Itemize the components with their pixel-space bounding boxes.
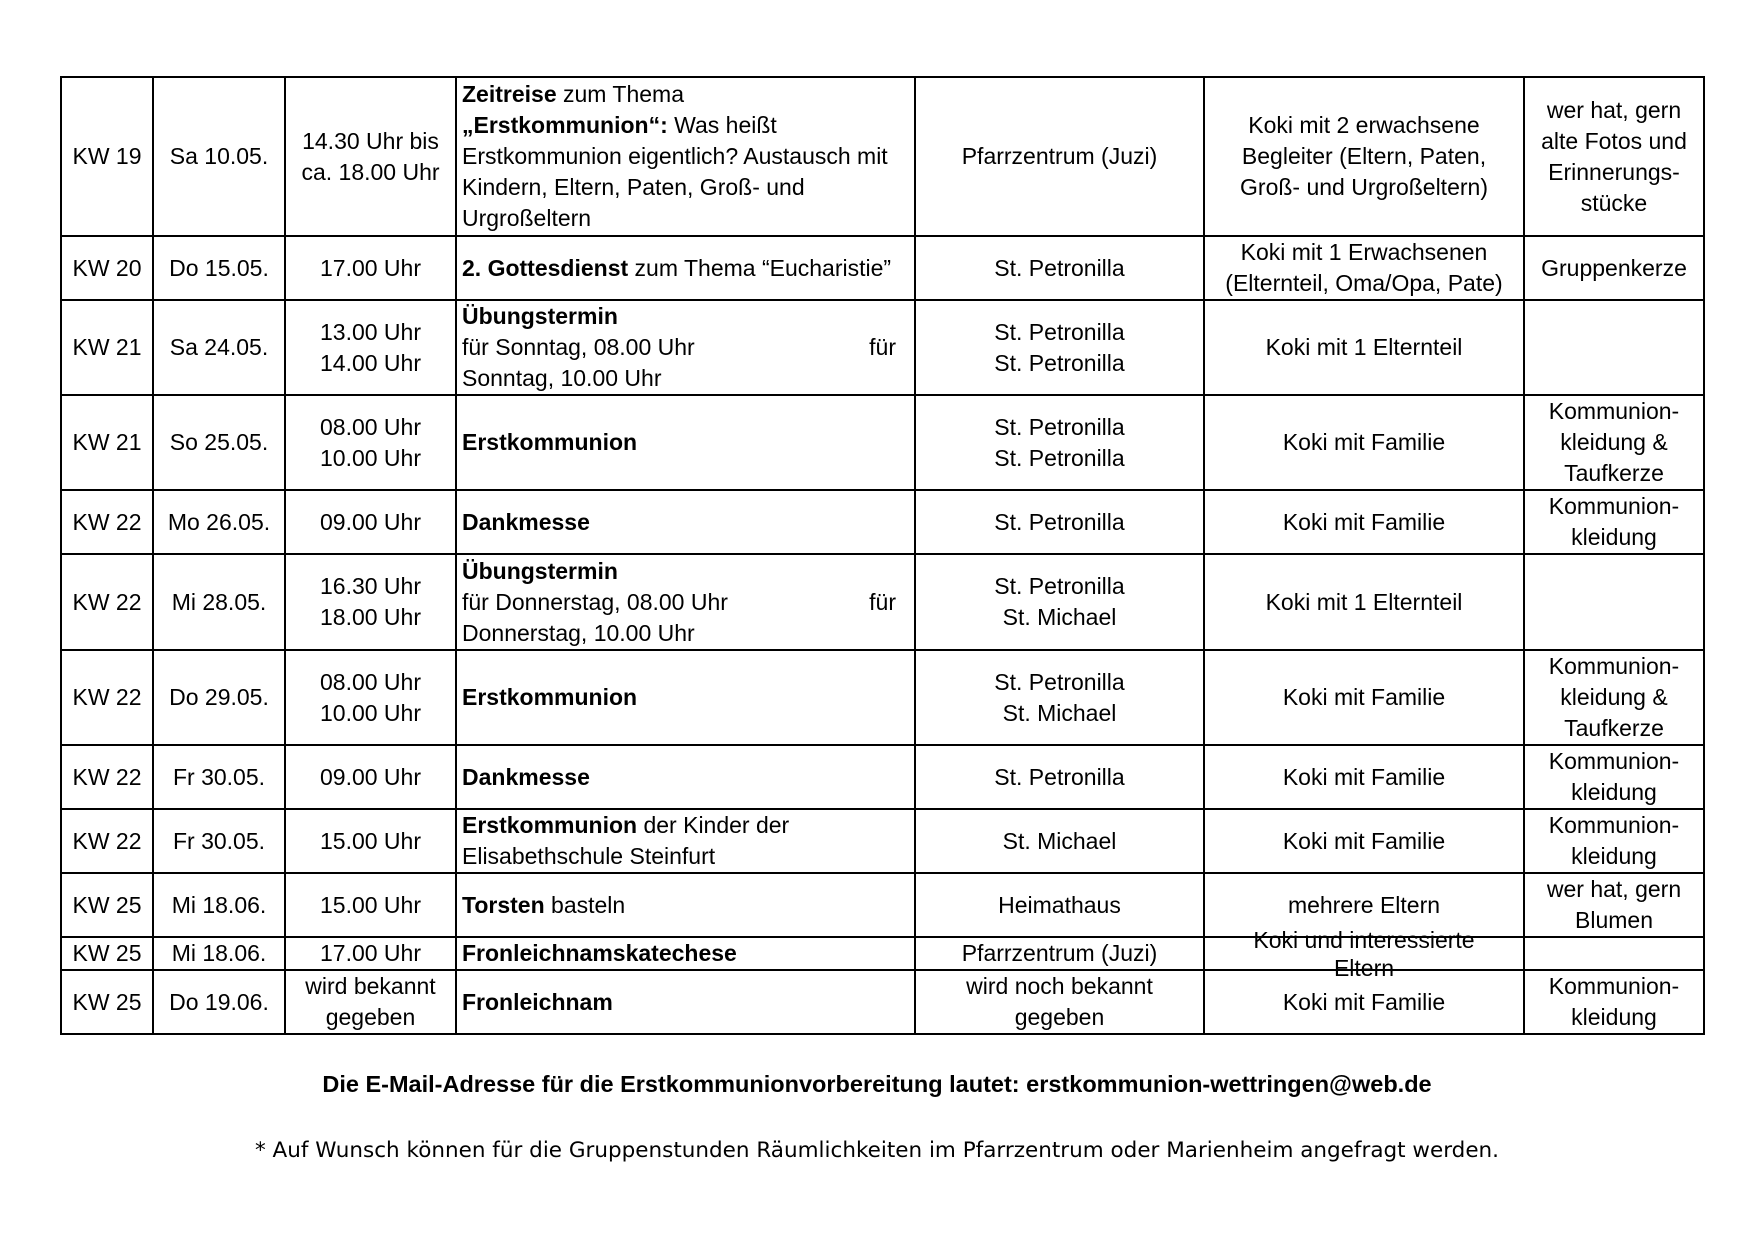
cell-line: Koki mit 1 Elternteil <box>1265 334 1463 360</box>
cell-line: 18.00 Uhr <box>319 604 421 630</box>
cell-line: Heimathaus <box>998 891 1121 918</box>
participants-cell <box>1204 77 1524 236</box>
place-cell <box>915 236 1204 300</box>
date-cell: Sa 24.05. <box>153 300 285 395</box>
cell-line: Koki mit 1 Erwachsenen <box>1240 239 1488 265</box>
bring-cell <box>1524 236 1704 300</box>
participants-cell <box>1204 809 1524 873</box>
schedule-table <box>60 76 1705 1035</box>
time-cell <box>285 745 456 809</box>
bring-cell <box>1524 745 1704 809</box>
cell-line: wird noch bekannt <box>966 973 1153 999</box>
cell-line: wer hat, gern <box>1546 876 1682 902</box>
date-cell: Sa 10.05. <box>153 77 285 236</box>
footnote: * Auf Wunsch können für die Gruppenstunden Räumlichkeiten im Pfarrzentrum oder Marienheim angefragt werden. <box>254 1138 1500 1163</box>
cell-line: St. Petronilla <box>994 763 1125 790</box>
cell-line: alte Fotos und <box>1541 127 1687 154</box>
participants-cell <box>1204 927 1524 981</box>
participants-cell <box>1204 554 1524 650</box>
week-cell: KW 25 <box>61 873 153 937</box>
time-cell <box>285 970 456 1034</box>
week-cell: KW 21 <box>61 300 153 395</box>
topic-cell <box>456 554 915 650</box>
cell-line: St. Michael <box>1002 827 1117 854</box>
cell-line: Koki mit Familie <box>1282 429 1446 455</box>
participants-cell <box>1204 650 1524 745</box>
place-cell <box>915 77 1204 236</box>
bring-cell <box>1524 300 1704 395</box>
topic-cell <box>456 745 915 809</box>
place-cell <box>915 554 1204 650</box>
cell-line: Kommunion- <box>1548 812 1680 838</box>
topic-title: 2. Gottesdienst <box>462 254 629 281</box>
topic-text: für <box>869 334 896 360</box>
cell-line: Kommunion- <box>1548 973 1680 999</box>
week-cell: KW 22 <box>61 554 153 650</box>
topic-title: Dankmesse <box>462 763 590 790</box>
place-cell <box>915 490 1204 554</box>
week-cell: KW 22 <box>61 490 153 554</box>
date-cell: Fr 30.05. <box>153 809 285 873</box>
cell-line: St. Petronilla <box>994 573 1125 599</box>
topic-text: der Kinder der Elisabethschule Steinfurt <box>462 812 790 869</box>
topic-title: Übungstermin <box>462 557 618 584</box>
cell-line: Koki mit Familie <box>1282 827 1446 854</box>
topic-text: für Sonntag, 08.00 Uhr <box>462 334 695 360</box>
place-cell <box>915 650 1204 745</box>
topic-title: „Erstkommunion“: <box>462 112 668 138</box>
topic-title: Fronleichnamskatechese <box>462 940 737 966</box>
table-row <box>61 745 1704 809</box>
table-row <box>61 937 1704 970</box>
bring-cell <box>1524 873 1704 937</box>
time-cell <box>285 77 456 236</box>
week-cell: KW 25 <box>61 970 153 1034</box>
place-cell <box>915 970 1204 1034</box>
table-row <box>61 395 1704 490</box>
cell-line: Pfarrzentrum (Juzi) <box>961 143 1158 169</box>
topic-cell <box>456 236 915 300</box>
cell-line: St. Michael <box>1002 604 1117 630</box>
date-cell: Do 19.06. <box>153 970 285 1034</box>
cell-line: Koki mit Familie <box>1282 684 1446 710</box>
bring-cell <box>1524 395 1704 490</box>
topic-text: Sonntag, 10.00 Uhr <box>462 365 662 391</box>
cell-line: 14.00 Uhr <box>319 349 421 376</box>
time-cell <box>285 809 456 873</box>
cell-line: wird bekannt <box>305 973 436 999</box>
topic-cell <box>456 809 915 873</box>
date-cell: Mi 18.06. <box>153 937 285 970</box>
cell-line: gegeben <box>325 1004 416 1030</box>
cell-line: St. Petronilla <box>994 508 1125 535</box>
topic-cell <box>456 300 915 395</box>
table-row <box>61 650 1704 745</box>
topic-title: Fronleichnam <box>462 988 613 1015</box>
time-cell <box>285 650 456 745</box>
cell-line: 09.00 Uhr <box>319 508 421 535</box>
cell-line: gegeben <box>1014 1004 1105 1030</box>
cell-line: kleidung & <box>1560 684 1668 710</box>
cell-line: 10.00 Uhr <box>319 699 421 726</box>
cell-line: kleidung <box>1571 843 1657 869</box>
table-row <box>61 77 1704 236</box>
topic-cell <box>456 490 915 554</box>
bring-cell <box>1524 809 1704 873</box>
topic-title: Übungstermin <box>462 303 618 329</box>
cell-line: 16.30 Uhr <box>319 573 421 599</box>
cell-line: 17.00 Uhr <box>319 254 421 281</box>
table-row <box>61 809 1704 873</box>
place-cell <box>915 395 1204 490</box>
cell-line: St. Petronilla <box>994 668 1125 695</box>
cell-line: Kommunion- <box>1548 748 1680 774</box>
participants-cell <box>1204 745 1524 809</box>
date-cell: Fr 30.05. <box>153 745 285 809</box>
topic-cell <box>456 873 915 937</box>
table-row <box>61 554 1704 650</box>
cell-line: Taufkerze <box>1564 460 1664 486</box>
topic-title: Torsten <box>462 891 545 918</box>
date-cell: Mi 28.05. <box>153 554 285 650</box>
bring-cell <box>1524 490 1704 554</box>
week-cell: KW 21 <box>61 395 153 490</box>
week-cell: KW 25 <box>61 937 153 970</box>
topic-text: basteln <box>544 891 626 918</box>
place-cell <box>915 873 1204 937</box>
time-cell <box>285 873 456 937</box>
bring-cell <box>1524 554 1704 650</box>
cell-line: mehrere Eltern <box>1287 891 1441 918</box>
cell-line: Koki und interessierte <box>1253 927 1475 953</box>
topic-cell <box>456 395 915 490</box>
week-cell: KW 20 <box>61 236 153 300</box>
cell-line: stücke <box>1580 189 1648 216</box>
place-cell <box>915 300 1204 395</box>
cell-line: St. Petronilla <box>994 444 1125 471</box>
topic-text: für <box>869 588 896 615</box>
bring-cell <box>1524 970 1704 1034</box>
topic-title: Erstkommunion <box>462 429 638 455</box>
cell-line: wer hat, gern <box>1546 96 1682 123</box>
cell-line: Koki mit Familie <box>1282 988 1446 1015</box>
date-cell: Mo 26.05. <box>153 490 285 554</box>
participants-cell <box>1204 395 1524 490</box>
cell-line: 17.00 Uhr <box>319 940 421 966</box>
participants-cell <box>1204 490 1524 554</box>
topic-text: zum Thema <box>556 81 685 107</box>
week-cell: KW 22 <box>61 650 153 745</box>
place-cell <box>915 809 1204 873</box>
clipped-text <box>1209 926 1519 981</box>
cell-line: Blumen <box>1575 907 1653 933</box>
time-cell <box>285 937 456 970</box>
topic-title: Zeitreise <box>462 81 557 107</box>
cell-line: ca. 18.00 Uhr <box>301 158 440 185</box>
topic-title: Dankmesse <box>462 508 590 535</box>
topic-cell <box>456 650 915 745</box>
cell-line: St. Petronilla <box>994 254 1125 281</box>
date-cell: Mi 18.06. <box>153 873 285 937</box>
cell-line: 08.00 Uhr <box>319 668 421 695</box>
topic-text: für Donnerstag, 08.00 Uhr <box>462 588 728 615</box>
cell-line: 15.00 Uhr <box>319 891 421 918</box>
cell-line: Kommunion- <box>1548 398 1680 424</box>
time-cell <box>285 236 456 300</box>
topic-text: zum Thema “Eucharistie” <box>628 254 892 281</box>
time-cell <box>285 395 456 490</box>
cell-line: Koki mit 2 erwachsene <box>1248 112 1480 138</box>
cell-line: Pfarrzentrum (Juzi) <box>961 940 1158 966</box>
cell-line: kleidung <box>1571 524 1657 550</box>
cell-line: Kommunion- <box>1548 493 1680 519</box>
topic-cell <box>456 970 915 1034</box>
table-row <box>61 236 1704 300</box>
topic-text: Was heißt Erstkommunion eigentlich? Austausch mit Kindern, Eltern, Paten, Groß- und Urgroßeltern <box>462 112 888 231</box>
time-cell <box>285 554 456 650</box>
cell-line: St. Petronilla <box>994 413 1125 440</box>
cell-line: Begleiter (Eltern, Paten, <box>1241 143 1487 169</box>
table-row <box>61 490 1704 554</box>
date-cell: Do 15.05. <box>153 236 285 300</box>
cell-line: 09.00 Uhr <box>319 763 421 790</box>
cell-line: Kommunion- <box>1548 653 1680 679</box>
topic-line <box>462 587 910 618</box>
cell-line: Koki mit 1 Elternteil <box>1265 588 1463 615</box>
topic-cell <box>456 937 915 970</box>
participants-cell <box>1204 300 1524 395</box>
cell-line: 15.00 Uhr <box>319 827 421 854</box>
topic-text: Donnerstag, 10.00 Uhr <box>462 619 695 646</box>
cell-line: 14.30 Uhr bis <box>302 127 439 154</box>
bring-cell <box>1524 77 1704 236</box>
cell-line: St. Petronilla <box>994 318 1125 345</box>
cell-line: 13.00 Uhr <box>319 318 421 345</box>
topic-title: Erstkommunion <box>462 684 638 710</box>
week-cell: KW 19 <box>61 77 153 236</box>
cell-line: Groß- und Urgroßeltern) <box>1240 174 1488 200</box>
cell-line: Taufkerze <box>1564 715 1664 741</box>
topic-title: Erstkommunion <box>462 812 638 838</box>
cell-line: Koki mit Familie <box>1282 508 1446 535</box>
week-cell: KW 22 <box>61 809 153 873</box>
cell-line: kleidung <box>1571 779 1657 805</box>
cell-line: 10.00 Uhr <box>319 444 421 471</box>
cell-line: kleidung & <box>1560 429 1668 455</box>
time-cell <box>285 300 456 395</box>
table-row <box>61 300 1704 395</box>
place-cell <box>915 937 1204 970</box>
topic-cell <box>456 77 915 236</box>
cell-line: Erinnerungs- <box>1548 158 1680 185</box>
cell-line: Koki mit Familie <box>1282 763 1446 790</box>
cell-line: St. Michael <box>1002 699 1117 726</box>
cell-line: Eltern <box>1333 955 1395 981</box>
date-cell: So 25.05. <box>153 395 285 490</box>
bring-cell <box>1524 650 1704 745</box>
participants-cell <box>1204 236 1524 300</box>
bring-cell <box>1524 937 1704 970</box>
topic-line <box>462 332 910 363</box>
email-note: Die E-Mail-Adresse für die Erstkommunionvorbereitung lautet: erstkommunion-wettringen@web.de <box>322 1071 1432 1097</box>
cell-line: Gruppenkerze <box>1541 254 1687 281</box>
date-cell: Do 29.05. <box>153 650 285 745</box>
cell-line: (Elternteil, Oma/Opa, Pate) <box>1225 270 1503 296</box>
cell-line: kleidung <box>1571 1004 1657 1030</box>
cell-line: 08.00 Uhr <box>319 413 421 440</box>
time-cell <box>285 490 456 554</box>
place-cell <box>915 745 1204 809</box>
cell-line: St. Petronilla <box>994 349 1125 376</box>
week-cell: KW 22 <box>61 745 153 809</box>
